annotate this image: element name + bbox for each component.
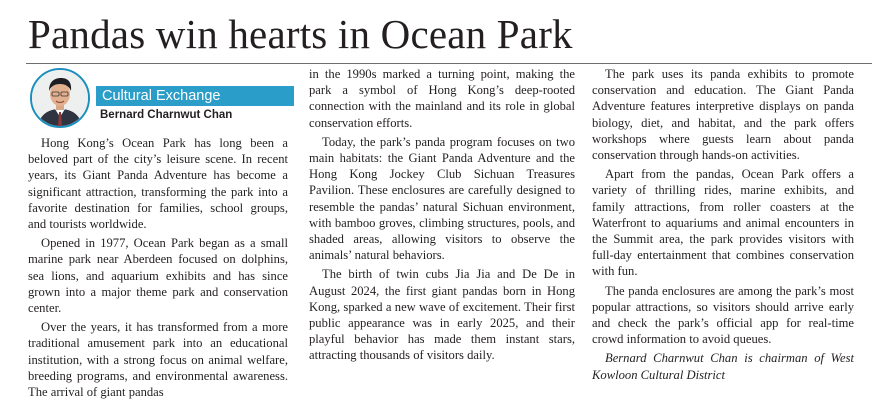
author-name: Bernard Charnwut Chan xyxy=(100,109,233,121)
author-avatar xyxy=(30,68,90,128)
paragraph-6: The park uses its panda exhibits to promote conservation and education. The Giant Panda Adventure features interpretive displays on panda biology, diet, and habitat, and the park offers workshops where guests learn about panda conservation through hands-on activities. xyxy=(592,67,854,163)
paragraph-5: The birth of twin cubs Jia Jia and De De in August 2024, the first giant pandas born in Hong Kong, sparked a new wave of excitement. Their first public appearance was in early 2025, and their playful behavior has made them instant stars, attracting thousands of visitors daily. xyxy=(309,267,575,363)
author-credit: Bernard Charnwut Chan is chairman of West Kowloon Cultural District xyxy=(592,351,854,382)
author-portrait-icon xyxy=(32,70,88,126)
byline xyxy=(26,66,294,130)
paragraph-2: Opened in 1977, Ocean Park began as a small marine park near Aberdeen focused on dolphins, sea lions, and aquarium exhibits and has since grown into a major theme park and conservation center. xyxy=(28,236,288,316)
paragraph-8: The panda enclosures are among the park’s most popular attractions, so visitors should arrive early and check the park’s official app for real-time crowd information to avoid queues. xyxy=(592,283,854,347)
paragraph-7: Apart from the pandas, Ocean Park offers a variety of thrilling rides, marine exhibits, and family attractions, from roller coasters at the Waterfront to aquariums and animal encounters in the Summit area, the park provides visitors with full-day entertainment that combines conservation with fun. xyxy=(592,167,854,279)
paragraph-4: Today, the park’s panda program focuses on two main habitats: the Giant Panda Adventure and the Hong Kong Jockey Club Sichuan Treasures Pavilion. These enclosures are carefully designed to resemble the pandas’ natural Sichuan environment, with bamboo groves, climbing structures, pools, and shaded areas, allowing visitors to observe the animals’ natural behaviors. xyxy=(309,134,575,263)
article-column-2 xyxy=(309,66,575,367)
column-tag xyxy=(96,86,294,106)
article-column-1 xyxy=(28,135,288,403)
paragraph-3: Over the years, it has transformed from a more traditional amusement park into an educational institution, with a strong focus on animal welfare, breeding programs, and environmental awareness. The arrival of giant pandas xyxy=(28,320,288,400)
headline-rule xyxy=(26,63,872,64)
paragraph-3-continued: in the 1990s marked a turning point, making the park a symbol of Hong Kong’s deep-rooted connection with the mainland and its role in global conservation efforts. xyxy=(309,67,575,130)
paragraph-1: Hong Kong’s Ocean Park has long been a beloved part of the city’s leisure scene. In recent years, its Giant Panda Adventure has become a significant attraction, transforming the park into a favorite destination for families, school groups, and tourists worldwide. xyxy=(28,136,288,232)
headline: Pandas win hearts in Ocean Park xyxy=(28,11,573,57)
column-name: Cultural Exchange xyxy=(102,88,221,104)
article-column-3 xyxy=(592,66,854,386)
